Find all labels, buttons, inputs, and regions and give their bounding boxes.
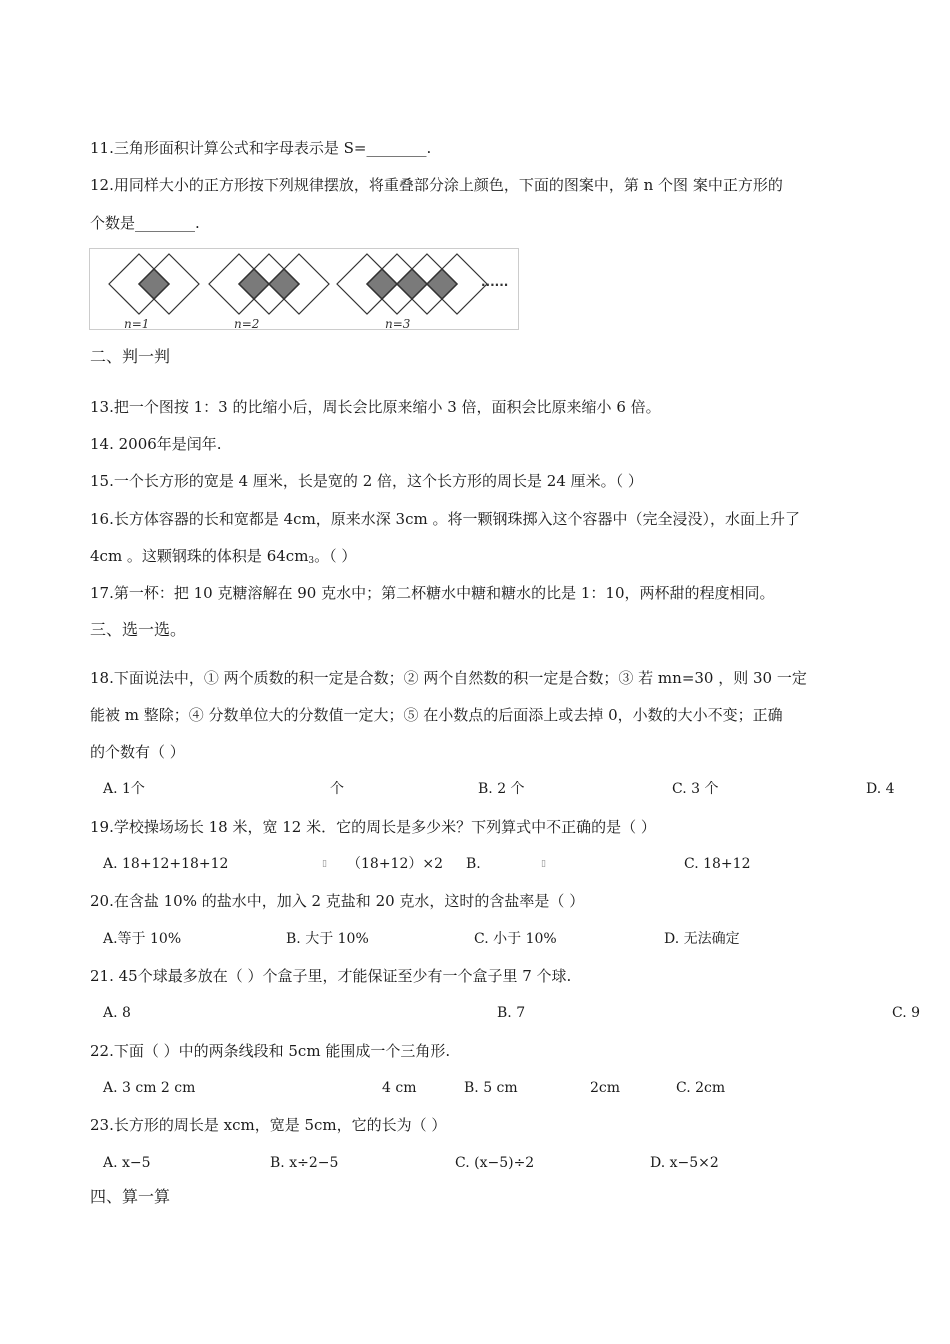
question-18-line2: 能被 m 整除；④ 分数单位大的分数值一定大；⑤ 在小数点的后面添上或去掉 0，小数的大小不变；正确 — [90, 706, 783, 724]
q18-option-d[interactable]: D. 4 — [866, 781, 895, 797]
q18-option-b[interactable]: B. 2 个 — [478, 781, 525, 797]
q19-option-a-expr: （18+12）×2 — [347, 856, 443, 872]
question-22: 22.下面（ ）中的两条线段和 5cm 能围成一个三角形. — [90, 1042, 451, 1060]
question-16-line1: 16.长方体容器的长和宽都是 4cm，原来水深 3cm 。将一颗钢珠掷入这个容器中（完全浸没），水面上升了 — [90, 510, 800, 528]
q18-option-a[interactable]: A. 1个 — [103, 781, 145, 797]
question-12-line1: 12.用同样大小的正方形按下列规律摆放，将重叠部分涂上颜色，下面的图案中，第 n 个图 案中正方形的 — [90, 176, 783, 194]
q23-option-a[interactable]: A. x−5 — [103, 1155, 151, 1171]
figure-label-n1: n=1 — [124, 317, 150, 330]
overlap-square — [239, 269, 269, 299]
section-4-heading: 四、算一算 — [90, 1187, 171, 1206]
question-17: 17.第一杯：把 10 克糖溶解在 90 克水中；第二杯糖水中糖和糖水的比是 1：10，两杯甜的程度相同。 — [90, 584, 775, 602]
question-16-superscript: 3 — [308, 556, 315, 566]
q21-option-a[interactable]: A. 8 — [103, 1005, 131, 1021]
question-12-line2: 个数是________. — [90, 214, 200, 232]
question-18-line3: 的个数有（ ） — [90, 743, 185, 761]
q20-option-a[interactable]: A.等于 10% — [103, 931, 182, 947]
q22-option-a[interactable]: A. 3 cm 2 cm — [103, 1080, 196, 1096]
question-15: 15.一个长方形的宽是 4 厘米，长是宽的 2 倍，这个长方形的周长是 24 厘米。（ ） — [90, 472, 643, 490]
q23-option-d[interactable]: D. x−5×2 — [650, 1155, 719, 1171]
q18-option-a-unit: 个 — [330, 781, 344, 797]
figure-ellipsis: ...... — [481, 275, 509, 289]
figure-label-n3: n=3 — [385, 317, 411, 330]
question-18-line1: 18.下面说法中，① 两个质数的积一定是合数；② 两个自然数的积一定是合数；③ 若 mn=30 ，则 30 一定 — [90, 669, 807, 687]
q23-option-b[interactable]: B. x÷2−5 — [270, 1155, 339, 1171]
q22-option-a-part2: 4 cm — [382, 1080, 417, 1096]
question-20: 20.在含盐 10% 的盐水中，加入 2 克盐和 20 克水，这时的含盐率是（ ） — [90, 892, 585, 910]
q22-option-c[interactable]: C. 2cm — [676, 1080, 726, 1096]
question-14: 14. 2006年是闰年. — [90, 435, 222, 453]
question-11: 11.三角形面积计算公式和字母表示是 S=________. — [90, 139, 432, 157]
q20-option-d[interactable]: D. 无法确定 — [664, 931, 740, 947]
q20-option-c[interactable]: C. 小于 10% — [474, 931, 557, 947]
overlap-square — [269, 269, 299, 299]
overlap-square — [427, 269, 457, 299]
q18-option-c[interactable]: C. 3 个 — [672, 781, 719, 797]
q19-option-a[interactable]: A. 18+12+18+12 — [103, 856, 229, 872]
q23-option-c[interactable]: C. (x−5)÷2 — [455, 1155, 535, 1171]
question-16-text: 4cm 。这颗钢珠的体积是 64cm — [90, 547, 309, 565]
section-3-heading: 三、选一选。 — [90, 620, 187, 639]
q19-option-b[interactable]: B. — [466, 856, 481, 872]
question-19: 19.学校操场场长 18 米，宽 12 米．它的周长是多少米？下列算式中不正确的是（ ） — [90, 818, 656, 836]
q20-option-b[interactable]: B. 大于 10% — [286, 931, 369, 947]
q21-option-c[interactable]: C. 9 — [892, 1005, 921, 1021]
overlap-square — [139, 269, 169, 299]
q19-option-c[interactable]: C. 18+12 — [684, 856, 751, 872]
question-23: 23.长方形的周长是 xcm，宽是 5cm，它的长为（ ） — [90, 1116, 447, 1134]
question-13: 13.把一个图按 1：3 的比缩小后，周长会比原来缩小 3 倍，面积会比原来缩小 6 倍。 — [90, 398, 661, 416]
question-16-line2 — [90, 546, 356, 571]
q22-option-b[interactable]: B. 5 cm — [464, 1080, 518, 1096]
q22-option-b-part2: 2cm — [590, 1080, 621, 1096]
square-pattern-figure — [89, 248, 519, 330]
q21-option-b[interactable]: B. 7 — [497, 1005, 526, 1021]
question-16-tail: 。（ ） — [314, 547, 357, 565]
overlap-square — [367, 269, 397, 299]
q19-marker-2: ▯ — [541, 859, 546, 869]
figure-label-n2: n=2 — [234, 317, 260, 330]
question-21: 21. 45个球最多放在（ ）个盒子里，才能保证至少有一个盒子里 7 个球. — [90, 967, 572, 985]
overlap-square — [397, 269, 427, 299]
section-2-heading: 二、判一判 — [90, 347, 171, 366]
q19-marker-1: ▯ — [322, 859, 327, 869]
